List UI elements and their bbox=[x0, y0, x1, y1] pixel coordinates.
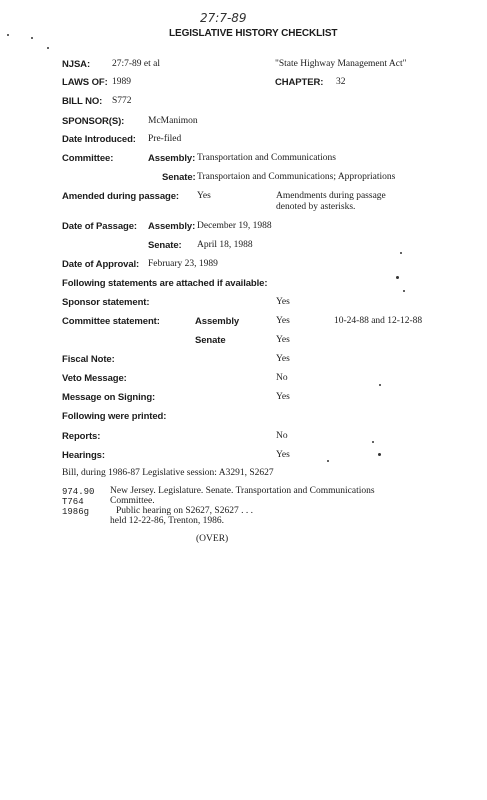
bill-no-label: BILL NO: bbox=[62, 96, 103, 107]
passage-senate-label: Senate: bbox=[148, 240, 182, 251]
scan-speck bbox=[372, 441, 374, 443]
scan-speck bbox=[396, 276, 399, 279]
reports-label: Reports: bbox=[62, 431, 101, 442]
veto-message-label: Veto Message: bbox=[62, 373, 127, 384]
amended-label: Amended during passage: bbox=[62, 191, 179, 202]
catalog-line-3: Public hearing on S2627, S2627 . . . bbox=[116, 506, 253, 516]
hearings-value: Yes bbox=[276, 450, 290, 460]
committee-senate-value: Transportaion and Communications; Appropriations bbox=[197, 172, 396, 182]
amended-note-line2: denoted by asterisks. bbox=[276, 202, 356, 212]
committee-statement-label: Committee statement: bbox=[62, 316, 160, 327]
bill-note: Bill, during 1986-87 Legislative session: A3291, S2627 bbox=[62, 468, 274, 478]
message-on-signing-value: Yes bbox=[276, 392, 290, 402]
scan-speck bbox=[378, 453, 381, 456]
scan-speck bbox=[403, 290, 405, 292]
date-introduced-label: Date Introduced: bbox=[62, 134, 136, 145]
catalog-call-number-2: T764 bbox=[62, 497, 84, 507]
sponsor-statement-value: Yes bbox=[276, 297, 290, 307]
committee-senate-label: Senate: bbox=[162, 172, 196, 183]
laws-of-value: 1989 bbox=[112, 77, 131, 87]
scan-speck bbox=[327, 460, 329, 462]
catalog-line-1: New Jersey. Legislature. Senate. Transportation and Communications bbox=[110, 486, 375, 496]
catalog-line-4: held 12-22-86, Trenton, 1986. bbox=[110, 516, 224, 526]
passage-assembly-label: Assembly: bbox=[148, 221, 196, 232]
date-of-approval-value: February 23, 1989 bbox=[148, 259, 218, 269]
act-name: "State Highway Management Act" bbox=[275, 59, 407, 69]
page-title: LEGISLATIVE HISTORY CHECKLIST bbox=[169, 28, 338, 39]
following-statements-heading: Following statements are attached if available: bbox=[62, 278, 268, 289]
catalog-call-number-3: 1986g bbox=[62, 507, 90, 517]
over-note: (OVER) bbox=[196, 534, 229, 544]
reports-value: No bbox=[276, 431, 288, 441]
committee-label: Committee: bbox=[62, 153, 114, 164]
committee-statement-dates: 10-24-88 and 12-12-88 bbox=[334, 316, 423, 326]
handwritten-note: 27:7-89 bbox=[200, 11, 247, 25]
sponsor-label: SPONSOR(S): bbox=[62, 116, 125, 127]
chapter-label: CHAPTER: bbox=[275, 77, 324, 88]
passage-assembly-value: December 19, 1988 bbox=[197, 221, 272, 231]
following-printed-heading: Following were printed: bbox=[62, 411, 167, 422]
passage-senate-value: April 18, 1988 bbox=[197, 240, 253, 250]
catalog-line-2: Committee. bbox=[110, 496, 155, 506]
njsa-label: NJSA: bbox=[62, 59, 91, 70]
laws-of-label: LAWS OF: bbox=[62, 77, 108, 88]
date-introduced-value: Pre-filed bbox=[148, 134, 182, 144]
bill-no-value: S772 bbox=[112, 96, 132, 106]
fiscal-note-value: Yes bbox=[276, 354, 290, 364]
committee-statement-senate-value: Yes bbox=[276, 335, 290, 345]
chapter-value: 32 bbox=[336, 77, 346, 87]
sponsor-statement-label: Sponsor statement: bbox=[62, 297, 150, 308]
sponsor-value: McManimon bbox=[148, 116, 198, 126]
scan-speck bbox=[31, 37, 33, 39]
date-of-approval-label: Date of Approval: bbox=[62, 259, 140, 270]
scan-speck bbox=[400, 252, 402, 254]
message-on-signing-label: Message on Signing: bbox=[62, 392, 156, 403]
amended-value: Yes bbox=[197, 191, 211, 201]
fiscal-note-label: Fiscal Note: bbox=[62, 354, 115, 365]
committee-statement-senate-label: Senate bbox=[195, 335, 226, 346]
scan-speck bbox=[47, 47, 49, 49]
date-of-passage-label: Date of Passage: bbox=[62, 221, 137, 232]
committee-statement-assembly-label: Assembly bbox=[195, 316, 240, 327]
hearings-label: Hearings: bbox=[62, 450, 105, 461]
committee-assembly-value: Transportation and Communications bbox=[197, 153, 336, 163]
catalog-call-number-1: 974.90 bbox=[62, 487, 95, 497]
committee-statement-assembly-value: Yes bbox=[276, 316, 290, 326]
njsa-value: 27:7-89 et al bbox=[112, 59, 161, 69]
amended-note-line1: Amendments during passage bbox=[276, 191, 386, 201]
committee-assembly-label: Assembly: bbox=[148, 153, 196, 164]
veto-message-value: No bbox=[276, 373, 288, 383]
scan-speck bbox=[7, 34, 9, 36]
scan-speck bbox=[379, 384, 381, 386]
